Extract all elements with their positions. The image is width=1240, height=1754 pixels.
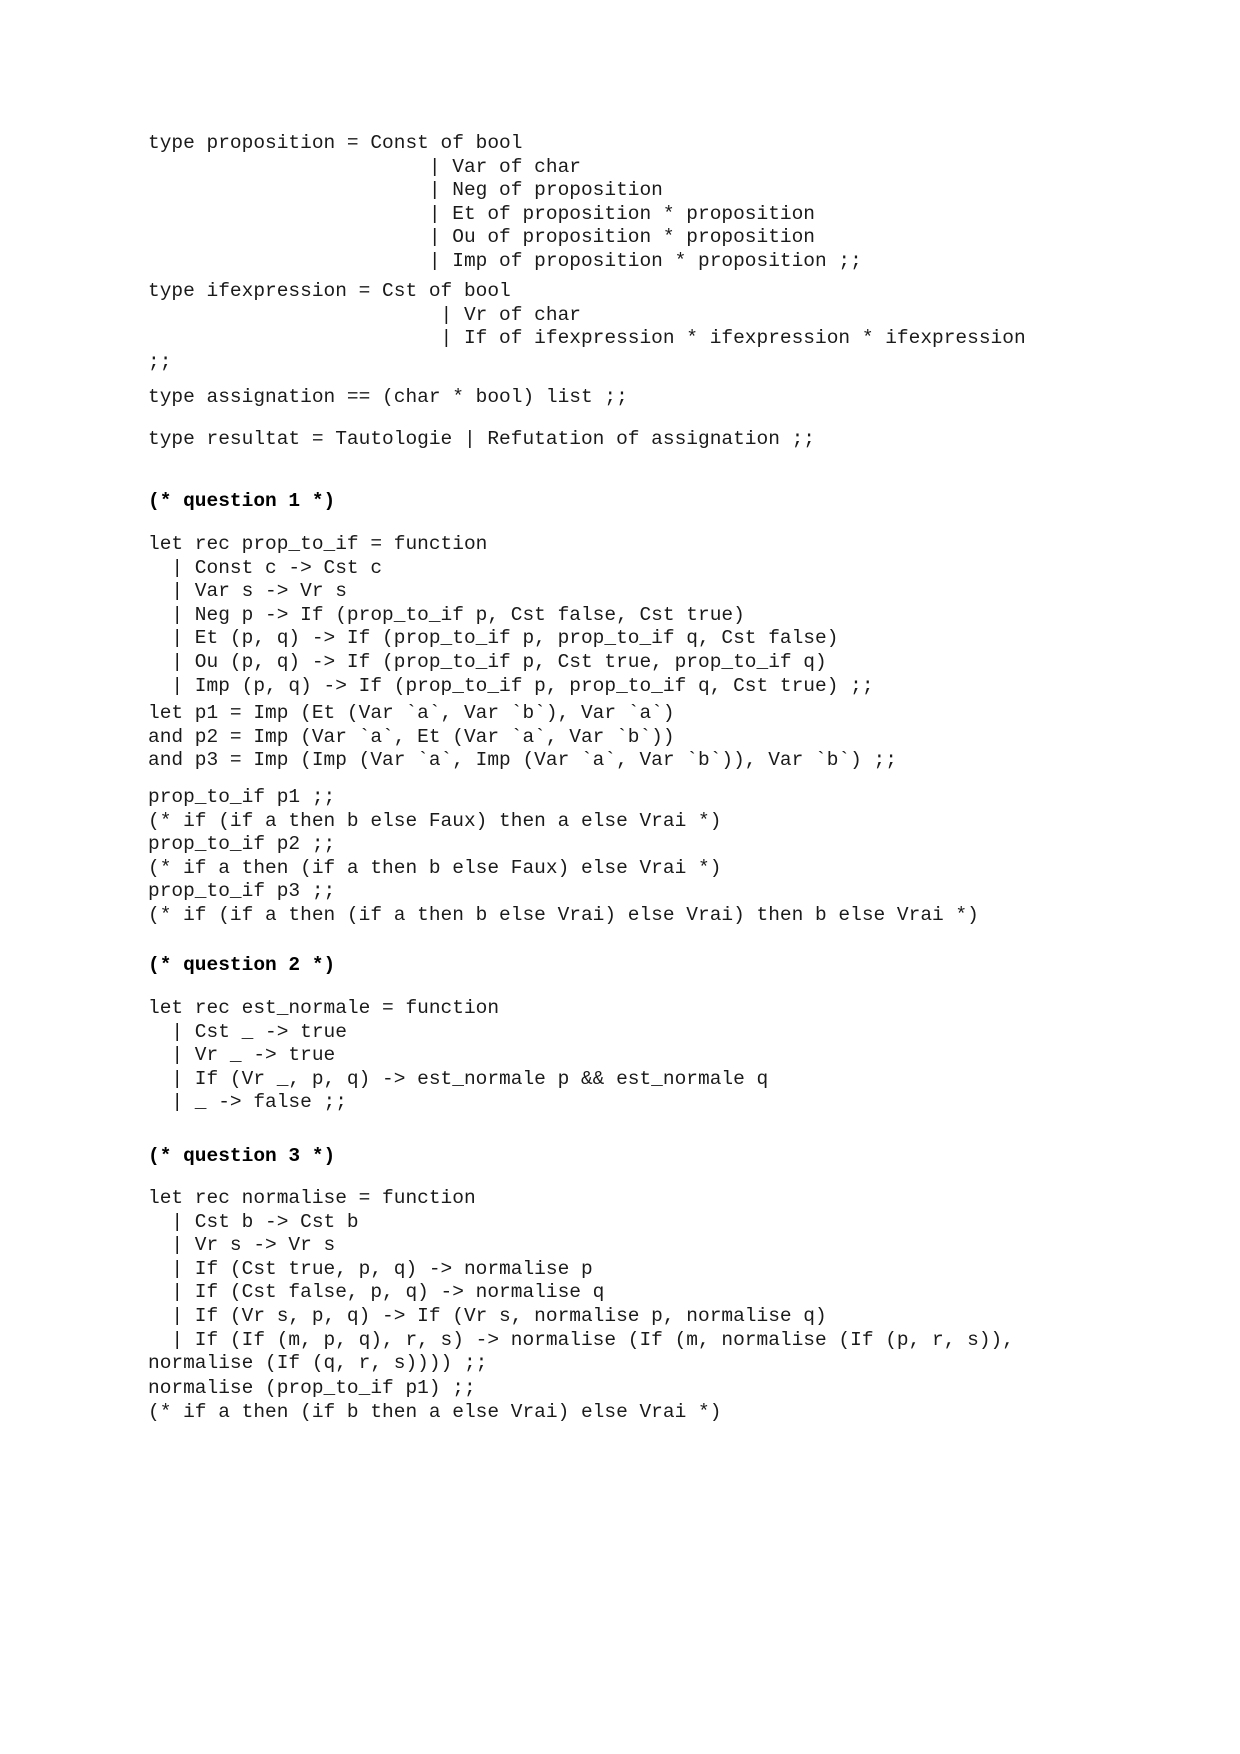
code-line: | Var of char (148, 155, 581, 178)
code-line: and p3 = Imp (Imp (Var `a`, Imp (Var `a`, Var `b`)), Var `b`) ;; (148, 749, 897, 772)
code-line: (* if (if a then (if a then b else Vrai) else Vrai) then b else Vrai *) (148, 903, 979, 926)
est-normale-function (148, 997, 768, 1115)
code-line: | If (Vr _, p, q) -> est_normale p && est_normale q (148, 1067, 769, 1090)
code-line: prop_to_if p2 ;; (148, 833, 336, 856)
code-line: | _ -> false ;; (148, 1091, 347, 1114)
code-line: | If of ifexpression * ifexpression * ifexpression (148, 327, 1026, 350)
code-line: | If (Cst true, p, q) -> normalise p (148, 1257, 593, 1280)
code-line: | If (Cst false, p, q) -> normalise q (148, 1281, 605, 1304)
code-line: | Et of proposition * proposition (148, 202, 816, 225)
code-line: prop_to_if p1 ;; (148, 786, 336, 808)
code-line: | Const c -> Cst c (148, 556, 383, 579)
code-line: type resultat = Tautologie | Refutation of assignation ;; (148, 428, 816, 450)
code-line: | If (Vr s, p, q) -> If (Vr s, normalise p, normalise q) (148, 1304, 827, 1327)
code-line: | Ou of proposition * proposition (148, 226, 816, 249)
code-line: normalise (If (q, r, s)))) ;; (148, 1352, 488, 1375)
code-line: let p1 = Imp (Et (Var `a`, Var `b`), Var `a`) (148, 702, 675, 724)
code-line: type proposition = Const of bool (148, 132, 523, 154)
code-line: | Cst _ -> true (148, 1020, 347, 1043)
type-ifexpression-block (148, 280, 1026, 374)
prop-to-if-function (148, 533, 874, 698)
code-line: let rec normalise = function (148, 1187, 476, 1209)
code-line: | Neg of proposition (148, 179, 663, 202)
question-1-heading: (* question 1 *) (148, 490, 336, 512)
code-line: (* if a then (if b then a else Vrai) else Vrai *) (148, 1400, 722, 1423)
code-line: | Ou (p, q) -> If (prop_to_if p, Cst true, prop_to_if q) (148, 650, 827, 673)
code-line: | Imp (p, q) -> If (prop_to_if p, prop_to_if q, Cst true) ;; (148, 674, 874, 697)
code-line: | Vr of char (148, 303, 581, 326)
question-3-heading: (* question 3 *) (148, 1145, 336, 1167)
normalise-results-block (148, 1377, 721, 1424)
normalise-function (148, 1187, 1014, 1376)
question-2-heading: (* question 2 *) (148, 954, 336, 976)
code-line: | Neg p -> If (prop_to_if p, Cst false, Cst true) (148, 603, 745, 626)
type-proposition-block (148, 132, 862, 274)
code-line: normalise (prop_to_if p1) ;; (148, 1377, 476, 1399)
code-line: let rec est_normale = function (148, 997, 500, 1019)
code-line: | Imp of proposition * proposition ;; (148, 249, 862, 272)
code-line: type ifexpression = Cst of bool (148, 280, 511, 302)
type-assignation-block (148, 386, 628, 410)
code-line: | Vr _ -> true (148, 1044, 336, 1067)
code-line: prop_to_if p3 ;; (148, 880, 336, 903)
code-line: | Et (p, q) -> If (prop_to_if p, prop_to_if q, Cst false) (148, 627, 839, 650)
code-line: (* if a then (if a then b else Faux) else Vrai *) (148, 856, 722, 879)
prop-to-if-results-block (148, 786, 979, 928)
code-line: | If (If (m, p, q), r, s) -> normalise (If (m, normalise (If (p, r, s)), (148, 1328, 1014, 1351)
example-propositions-block (148, 702, 897, 773)
code-line: and p2 = Imp (Var `a`, Et (Var `a`, Var `b`)) (148, 725, 675, 748)
code-line: (* if (if a then b else Faux) then a else Vrai *) (148, 809, 722, 832)
code-line: | Var s -> Vr s (148, 580, 347, 603)
type-resultat-block (148, 428, 815, 452)
code-line: | Vr s -> Vr s (148, 1234, 336, 1257)
code-line: type assignation == (char * bool) list ;; (148, 386, 628, 408)
code-line: | Cst b -> Cst b (148, 1210, 359, 1233)
code-line: ;; (148, 350, 172, 373)
code-line: let rec prop_to_if = function (148, 533, 488, 555)
